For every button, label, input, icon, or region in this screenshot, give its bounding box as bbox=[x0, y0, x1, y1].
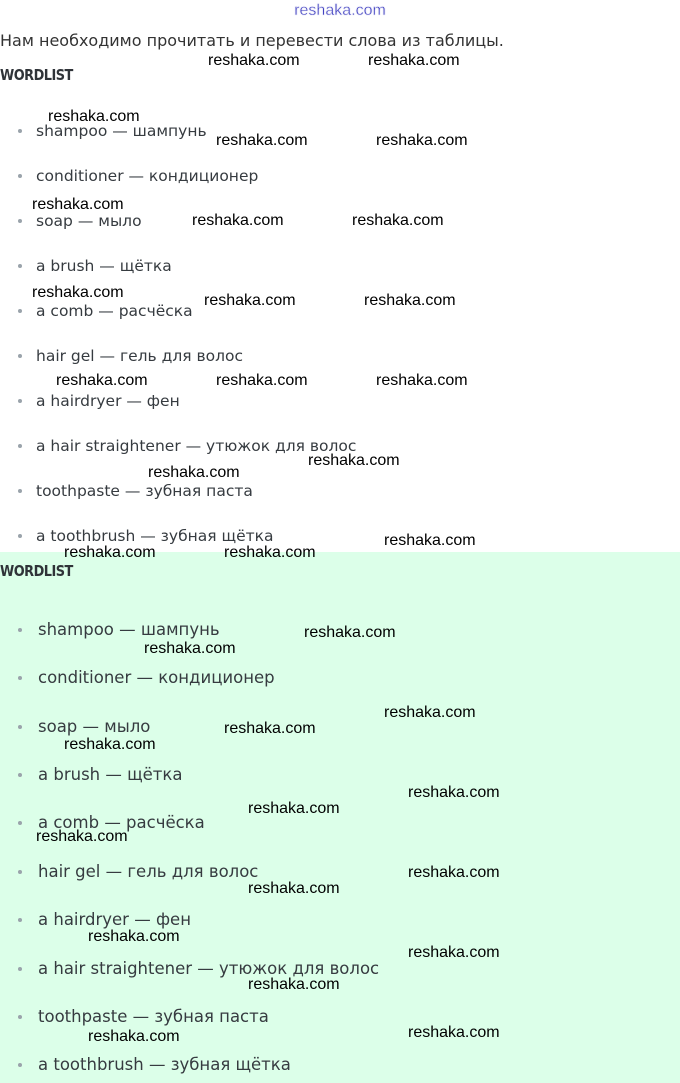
watermark: reshaka.com bbox=[364, 292, 456, 309]
bullet-icon bbox=[18, 918, 22, 922]
watermark: reshaka.com bbox=[248, 800, 340, 817]
watermark: reshaka.com bbox=[224, 720, 316, 737]
watermark: reshaka.com bbox=[224, 544, 316, 561]
bullet-icon bbox=[18, 870, 22, 874]
bullet-icon bbox=[18, 309, 22, 313]
watermark: reshaka.com bbox=[384, 532, 476, 549]
watermark: reshaka.com bbox=[248, 880, 340, 897]
watermark: reshaka.com bbox=[32, 284, 124, 301]
watermark: reshaka.com bbox=[216, 372, 308, 389]
bullet-icon bbox=[18, 264, 22, 268]
bullet-icon bbox=[18, 1015, 22, 1019]
watermark: reshaka.com bbox=[32, 196, 124, 213]
watermark: reshaka.com bbox=[248, 976, 340, 993]
watermark: reshaka.com bbox=[64, 544, 156, 561]
bullet-icon bbox=[18, 821, 22, 825]
watermark: reshaka.com bbox=[192, 212, 284, 229]
watermark: reshaka.com bbox=[88, 928, 180, 945]
watermark: reshaka.com bbox=[376, 132, 468, 149]
watermark: reshaka.com bbox=[408, 864, 500, 881]
bullet-icon bbox=[18, 725, 22, 729]
watermark: reshaka.com bbox=[56, 372, 148, 389]
watermark: reshaka.com bbox=[408, 1024, 500, 1041]
site-header-link[interactable]: reshaka.com bbox=[294, 2, 386, 19]
bullet-icon bbox=[18, 354, 22, 358]
watermark: reshaka.com bbox=[208, 52, 300, 69]
watermark: reshaka.com bbox=[88, 1028, 180, 1045]
bullet-icon bbox=[18, 967, 22, 971]
bullet-icon bbox=[18, 129, 22, 133]
watermark: reshaka.com bbox=[352, 212, 444, 229]
bullet-icon bbox=[18, 676, 22, 680]
bullet-icon bbox=[18, 219, 22, 223]
bullet-icon bbox=[18, 534, 22, 538]
bullet-icon bbox=[18, 399, 22, 403]
bullet-icon bbox=[18, 174, 22, 178]
watermark: reshaka.com bbox=[408, 784, 500, 801]
watermark: reshaka.com bbox=[64, 736, 156, 753]
watermark: reshaka.com bbox=[368, 52, 460, 69]
watermark: reshaka.com bbox=[376, 372, 468, 389]
watermark: reshaka.com bbox=[384, 704, 476, 721]
watermark: reshaka.com bbox=[304, 624, 396, 641]
bullet-icon bbox=[18, 628, 22, 632]
watermark: reshaka.com bbox=[144, 640, 236, 657]
watermark: reshaka.com bbox=[308, 452, 400, 469]
intro-text: Нам необходимо прочитать и перевести слова из таблицы. bbox=[0, 31, 504, 50]
watermark: reshaka.com bbox=[48, 108, 140, 125]
bullet-icon bbox=[18, 444, 22, 448]
watermark: reshaka.com bbox=[408, 944, 500, 961]
bullet-icon bbox=[18, 773, 22, 777]
wordlist-title-bottom: WORDLIST bbox=[0, 562, 73, 580]
watermark: reshaka.com bbox=[204, 292, 296, 309]
bullet-icon bbox=[18, 489, 22, 493]
watermark: reshaka.com bbox=[216, 132, 308, 149]
bullet-icon bbox=[18, 1063, 22, 1067]
watermark: reshaka.com bbox=[36, 828, 128, 845]
watermark: reshaka.com bbox=[148, 464, 240, 481]
wordlist-title-top: WORDLIST bbox=[0, 66, 73, 84]
